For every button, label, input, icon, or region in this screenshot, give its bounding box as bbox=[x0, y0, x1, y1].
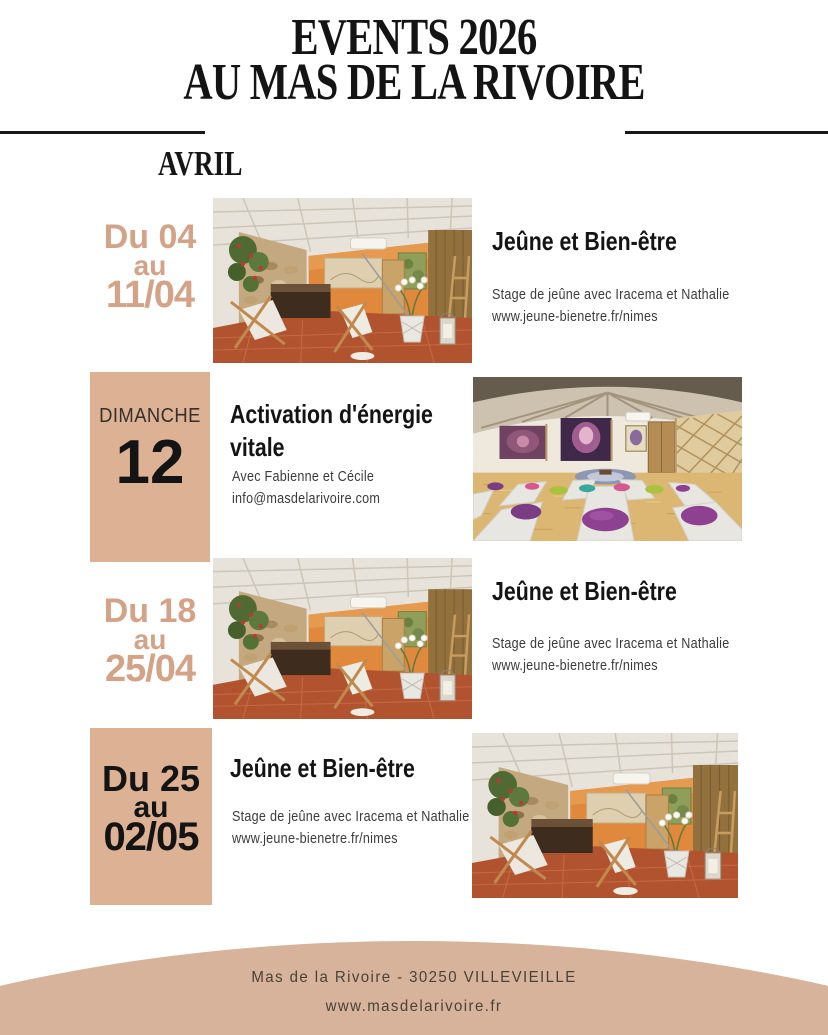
event3-desc-line1: Stage de jeûne avec Iracema et Nathalie bbox=[492, 635, 730, 652]
footer-website: www.masdelarivoire.fr bbox=[325, 998, 503, 1015]
event4-desc-line2: www.jeune-bienetre.fr/nimes bbox=[232, 829, 398, 847]
event2-day-label: DIMANCHE bbox=[99, 405, 201, 427]
event2-photo-yurt-room bbox=[473, 377, 742, 541]
month-heading: AVRIL bbox=[158, 144, 243, 183]
event4-date-badge bbox=[90, 728, 212, 905]
event1-photo-wellness-room bbox=[213, 198, 472, 363]
event2-description bbox=[232, 466, 380, 510]
event3-date bbox=[90, 592, 210, 690]
event3-description bbox=[492, 633, 729, 677]
event3-title: Jeûne et Bien-être bbox=[492, 576, 677, 606]
divider-left bbox=[0, 131, 205, 134]
page-title-line1: EVENTS 2026 bbox=[291, 9, 537, 66]
event1-date bbox=[90, 218, 210, 316]
event1-date-line2: au bbox=[133, 249, 167, 281]
footer-arc-background bbox=[0, 941, 828, 1035]
event1-date-line3: 11/04 bbox=[106, 273, 194, 316]
event2-desc-line1: Avec Fabienne et Cécile bbox=[232, 468, 375, 485]
event3-desc-line2: www.jeune-bienetre.fr/nimes bbox=[492, 656, 658, 674]
event2-day-number: 12 bbox=[115, 428, 185, 497]
event3-photo-wellness-room bbox=[213, 558, 472, 719]
event1-date-line1: Du 04 bbox=[103, 218, 197, 256]
event3-date-line3: 25/04 bbox=[104, 647, 196, 690]
event4-date bbox=[90, 758, 212, 860]
event3-date-line2: au bbox=[133, 623, 167, 655]
event2-date-badge bbox=[90, 372, 210, 562]
event4-date-line2: au bbox=[133, 790, 169, 824]
footer-address: Mas de la Rivoire - 30250 VILLEVIEILLE bbox=[251, 969, 577, 986]
event4-date-line1: Du 25 bbox=[101, 758, 201, 799]
event1-desc-line1: Stage de jeûne avec Iracema et Nathalie bbox=[492, 286, 730, 303]
event1-description bbox=[492, 284, 729, 328]
event1-title: Jeûne et Bien-être bbox=[492, 226, 677, 256]
event4-date-line3: 02/05 bbox=[103, 815, 199, 860]
event1-desc-line2: www.jeune-bienetre.fr/nimes bbox=[492, 307, 658, 325]
page-title bbox=[91, 9, 737, 111]
event2-title: Activation d'énergie vitale bbox=[230, 399, 433, 462]
event4-description bbox=[232, 806, 469, 850]
event3-date-line1: Du 18 bbox=[103, 592, 197, 630]
event4-desc-line1: Stage de jeûne avec Iracema et Nathalie bbox=[232, 808, 470, 825]
event4-photo-wellness-room bbox=[472, 733, 738, 898]
event4-title: Jeûne et Bien-être bbox=[230, 753, 415, 783]
divider-right bbox=[625, 131, 828, 134]
event2-desc-line2: info@masdelarivoire.com bbox=[232, 489, 381, 507]
page-title-line2: AU MAS DE LA RIVOIRE bbox=[183, 53, 645, 111]
